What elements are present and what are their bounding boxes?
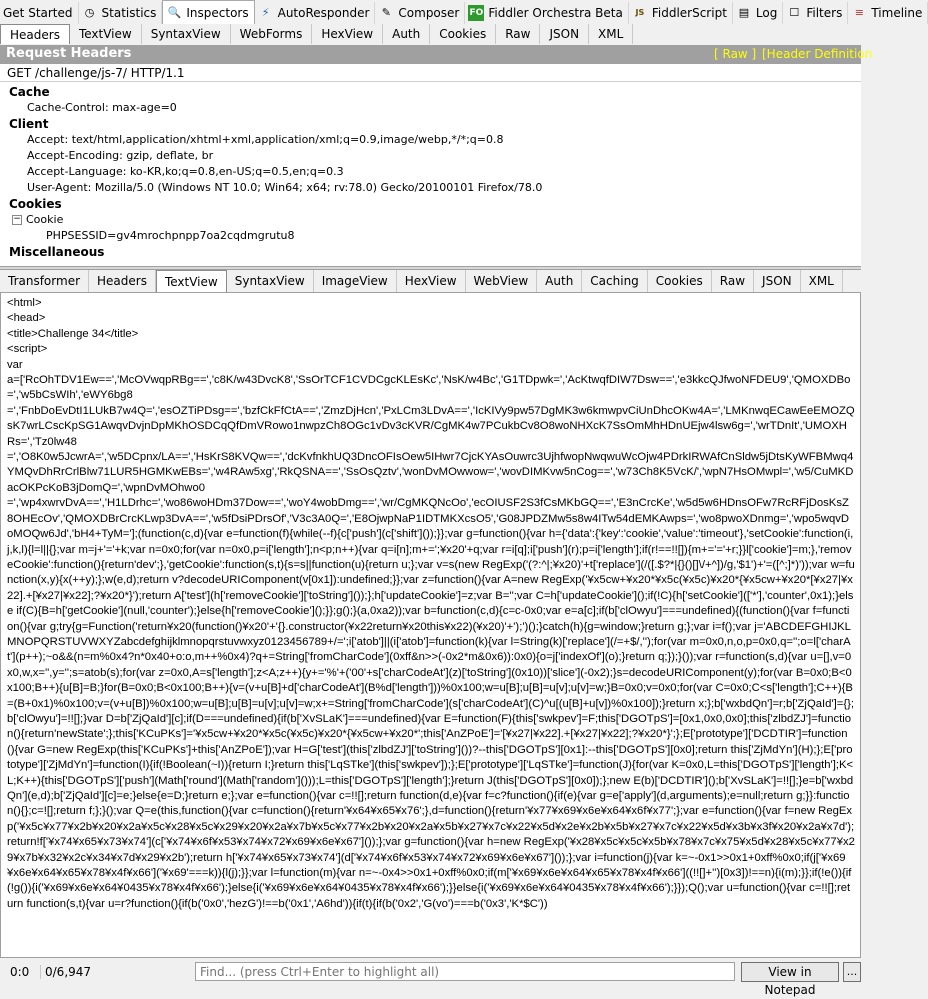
tab-inspectors[interactable] — [162, 0, 254, 24]
request-headers-titlebar — [0, 45, 873, 64]
lightning-icon: ⚡ — [261, 6, 270, 19]
tab-label: Fiddler Orchestra Beta — [488, 6, 623, 20]
header-group-cookies[interactable]: Cookies — [9, 197, 62, 211]
cookie-phpsessid[interactable]: PHPSESSID=gv4mrochpnpp7oa2cqdmgrutu8 — [46, 229, 295, 242]
script-open-line: <script> — [7, 343, 48, 356]
tab-filters[interactable] — [783, 2, 848, 24]
tab-get-started[interactable] — [0, 2, 79, 24]
req-tab-hexview[interactable]: HexView — [312, 24, 383, 44]
header-cache-control[interactable]: Cache-Control: max-age=0 — [27, 101, 177, 114]
resp-tab-textview[interactable]: TextView — [156, 270, 227, 292]
req-tab-syntaxview[interactable]: SyntaxView — [142, 24, 231, 44]
tab-label: Timeline — [871, 6, 923, 20]
tab-timeline[interactable] — [848, 2, 928, 24]
header-accept-encoding[interactable]: Accept-Encoding: gzip, deflate, br — [27, 149, 214, 162]
tab-label: Filters — [806, 6, 843, 20]
header-group-cache[interactable]: Cache — [9, 85, 50, 99]
header-accept[interactable]: Accept: text/html,application/xhtml+xml,application/xml;q=0.9,image/webp,*/*;q=0.8 — [27, 133, 504, 146]
header-accept-language[interactable]: Accept-Language: ko-KR,ko;q=0.8,en-US;q=0.5,en;q=0.3 — [27, 165, 344, 178]
collapse-icon[interactable]: − — [13, 214, 21, 224]
statistics-icon: ◷ — [84, 6, 95, 19]
find-input[interactable] — [195, 962, 735, 981]
resp-tab-imageview[interactable]: ImageView — [314, 270, 397, 292]
tab-statistics[interactable] — [79, 2, 163, 24]
req-tab-cookies[interactable]: Cookies — [430, 24, 496, 44]
head-open-line: <head> — [7, 312, 46, 325]
tab-fiddler-orchestra[interactable] — [465, 2, 629, 24]
resp-tab-hexview[interactable]: HexView — [397, 270, 466, 292]
resp-tab-transformer[interactable]: Transformer — [0, 270, 89, 292]
resp-tab-raw[interactable]: Raw — [712, 270, 754, 292]
resp-tab-cookies[interactable]: Cookies — [648, 270, 712, 292]
resp-tab-xml[interactable]: XML — [801, 270, 843, 292]
request-line: GET /challenge/js-7/ HTTP/1.1 — [0, 64, 861, 82]
header-user-agent[interactable]: User-Agent: Mozilla/5.0 (Windows NT 10.0; Win64; x64; rv:78.0) Gecko/20100101 Firefox/78.0 — [27, 181, 543, 194]
tab-label: Statistics — [101, 6, 157, 20]
character-count: 0/6,947 — [40, 965, 195, 979]
req-tab-auth[interactable]: Auth — [383, 24, 430, 44]
orchestra-icon: FO — [468, 5, 484, 21]
inspectors-icon: 🔍 — [167, 5, 182, 19]
obfuscated-script-text: var a=['RcOhTDV1Ew==','McOVwqpRBg==','c8K/w43DvcK8','SsOrTCF1CVDCgcKLEsKc','NsK/w4Bc','G1TDpwk=','AcKtwqfDIW7Dsw==','e3kkcQJfwoNFDEU9','QMOXDBo=','w5bCsWIh','eWY6bg8 =','FnbDoEvDtI1LUkB7w4Q=','esOZTiPDsg==','bzfCkFfCtA==','ZmzDjHcn','PxLCm3LDvA==','IcKIVy9pw57DgMK3w6kmwpvCiUnDhcOKw4A=','LMKnwqECawEeEMOZQsK7wrLCscKpSG1AwqvDvjnDpMKhOSDCqQfDmVRowo1nwpzCh8OGc1vDv3cKVR/CgMK4w7PCukbCv8O8woNHXcK7SsOmMhHDnUEjw4lsw6g=','wrTDnIt','UMOXHRs=','Tz0lw48 =','O8K0w5JcwrA=','w5DCpnx/LA==','HsKrS8KVQw==','dcKvfnkhUQ3DncOFIsOew5IHwr7CjcKYAsOuwrc3UjhfwopNwqwuWcOjw4PDrkIRWAfCnSldw5jDtsKyWFBMwq4YMQvDhRrCrlBlw71LUR5HGMKwEBs=','w4RAw5xg','RkQSNA==','SsOsQztv','wonDvMOwwow=','wovDIMKvw5nCog==','w73Ch8K5VcK/','wpN7HsOMwpl=','w5/CuMKDacOKPcKoB3jDomQ=','wpnDvMOhwo0 =','wp4xwrvDvA==','H1LDrhc=','wo86woHDm37Dow==','woY4wobDmg==','wr/CgMKQNcOo','ecOIUSF2S3fCsMKbGQ==','E3nCrcKe','w5d5w6HDnsOFw7RcRFjDosKsZ8OHEcOv','QMOXDBrCrcKLwp3DvA==','w5fDsiPDrsOf','V3c3A0Q=','E8OjwpNaP1IDTMKXcsO5','G08JPDZMw5s8w4ITw54dEMKAwps=','wo8pwoXDnmg=','wpo5wqvDoMOQw6Jd','bH4+TyM='];(function(c,d){var e=function(f){while(--f){c['push'](c['shift']());}};var g=function(){var h={'data':{'key':'cookie','value':'timeout'},'setCookie':function(i,j,k,l){l=l||{};var m=j+'='+k;var n=0x0;for(var n=0x0,p=i['length'];n<p;n++){var q=i[n];m+=';¥x20'+q;var r=i[q];i['push'](r);p=i['length'];if(r!==!![]){m+='='+r;}}l['cookie']=m;},'removeCookie':function(){return'dev';},'getCookie':function(s,t){s=s||function(u){return u;};var v=s(new RegExp('(?:^|;¥x20)'+t['replace'](/([.$?*|{}()[]\/+^])/g,'$1')+'=([^;]*)'));var w=function(x,y){x(++y);};w(e,d);return v?decodeURIComponent(v[0x1]):undefined;}};var z=function(){var A=new RegExp('¥x5cw+¥x20*¥x5c(¥x5c)¥x20*{¥x5cw+¥x20*[¥x27|¥x22].+[¥x27|¥x22];?¥x20*}');return A['test'](h['removeCookie']['toString']());};h['updateCookie']=z;var B='';var C=h['updateCookie']();if(!C){h['setCookie'](['*'],'counter',0x1);}else if(C){B=h['getCookie'](null,'counter');}else{h['removeCookie']();}};g();}(a,0xa2));var b=function(c,d){c=c-0x0;var e=a[c];if(b['clOwyu']===undefined){(function(){var f=function(){var g;try{g=Function('return¥x20(function()¥x20'+'{}.constructor(¥x22return¥x20this¥x22)(¥x20)'+');')();}catch(h){g=window;}return g;};var i=f();var j='ABCDEFGHIJKLMNOPQRSTUVWXYZabcdefghijklmnopqrstuvwxyz0123456789+/=';i['atob']||(i['atob']=function(k){var l=String(k)['replace'](/=+$/,'');for(var m=0x0,n,o,p=0x0,q='';o=l['charAt'](p++);~o&&(n=m%0x4?n*0x40+o:o,m++%0x4)?q+=String['fromCharCode'](0xff&n>>(-0x2*m&0x6)):0x0){o=j['indexOf'](o);}return q;});}());var r=function(s,d){var u=[],v=0x0,w,x='',y='';s=atob(s);for(var z=0x0,A=s['length'];z<A;z++){y+='%'+('00'+s['charCodeAt'](z)['toString'](0x10))['slice'](-0x2);}s=decodeURIComponent(y);for(var B=0x0;B<0x100;B++){u[B]=B;}for(B=0x0;B<0x100;B++){v=(v+u[B]+d['charCodeAt'](B%d['length']))%0x100;w=u[B];u[B]=u[v];u[v]=w;}B=0x0;v=0x0;for(var C=0x0;C<s['length'];C++){B=(B+0x1)%0x100;v=(v+u[B])%0x100;w=u[B];u[B]=u[v];u[v]=w;x+=String['fromCharCode'](s['charCodeAt'](C)^u[(u[B]+u[v])%0x100]);}return x;};b['wxbdQn']=r;b['ZjQaId']={};b['clOwyu']=!![];}var D=b['ZjQaId'][c];if(D===undefined){if(b['XvSLaK']===undefined){var E=function(F){this['swkpev']=F;this['DGOTpS']=[0x1,0x0,0x0];this['zlbdZJ']=function(){return'newState';};this['KCuPKs']='¥x5cw+¥x20*¥x5c(¥x5c)¥x20*{¥x5cw+¥x20*';this['AnZPoE']='[¥x27|¥x22].+[¥x27|¥x22];?¥x20*}';};E['prototype']['DCDTIR']=function(){var G=new RegExp(this['KCuPKs']+this['AnZPoE']);var H=G['test'](this['zlbdZJ']['toString']())?--this['DGOTpS'][0x1]:--this['DGOTpS'][0x0];return this['ZjMdYn'](H);};E['prototype']['ZjMdYn']=function(I){if(!Boolean(~I)){return I;}return this['LqSTke'](this['swkpev']);};E['prototype']['LqSTke']=function(J){for(var K=0x0,L=this['DGOTpS']['length'];K<L;K++){this['DGOTpS']['push'](Math['round'](Math['random']()));L=this['DGOTpS']['length'];}return J(this['DGOTpS'][0x0]);};new E(b)['DCDTIR']();b['XvSLaK']=!![];}e=b['wxbdQn'](e,d);b['ZjQaId'][c]=e;}else{e=D;}return e;};var e=function(){var c=!![];return function(d,e){var f=c?function(){if(e){var g=e['apply'](d,arguments);e=null;return g;}}:function(){};c=![];return f;};}();var Q=e(this,function(){var c=function(){return'¥x64¥x65¥x76';},d=function(){return'¥x77¥x69¥x6e¥x64¥x6f¥x77';};var e=function(){var f=new RegExp('¥x5c¥x77¥x2b¥x20¥x2a¥x5c¥x28¥x5c¥x29¥x20¥x2a¥x7b¥x5c¥x77¥x2b¥x20¥x2a¥x5b¥x27¥x7c¥x22¥x5d¥x2e¥x2b¥x5b¥x27¥x7c¥x22¥x5d¥x3b¥x3f¥x20¥x2a¥x7d');return!f['¥x74¥x65¥x73¥x74'](c['¥x74¥x6f¥x53¥x74¥x72¥x69¥x6e¥x67']());};var g=function(){var h=new RegExp('¥x28¥x5c¥x5c¥x5b¥x78¥x7c¥x75¥x5d¥x28¥x5c¥x77¥x29¥x7b¥x32¥x2c¥x34¥x7d¥x29¥x2b');return h['¥x74¥x65¥x73¥x74'](d['¥x74¥x6f¥x53¥x74¥x72¥x69¥x6e¥x67']());};var i=function(j){var k=~-0x1>>0x1+0xff%0x0;if(j['¥x69¥x6e¥x64¥x65¥x78¥x4f¥x66']('¥x69'===k)){l(j);}};var l=function(m){var n=~-0x4>>0x1+0xff%0x0;if(m['¥x69¥x6e¥x64¥x65¥x78¥x4f¥x66']((!![]+'')[0x3])!==n){i(m);}};if(!e()){if(!g()){i('¥x69¥x6e¥x64¥0435¥x78¥x4f¥x66');}else{i('¥x69¥x6e¥x64¥0435¥x78¥x4f¥x66');}}else{i('¥x69¥x6e¥x64¥0435¥x78¥x4f¥x66');}});Q();var u=function(){var c=!![];return function(s,t){var u=r?function(){if(b('0x0','hezG')!==b('0x1','A6hd')){if(t){if(b('0x2','G(vo')===b('0x3','K*$C')) — [7, 358, 855, 910]
checkbox-icon: ☐ — [789, 6, 800, 19]
tab-log[interactable] — [733, 2, 783, 24]
header-definitions-link[interactable]: [Header Definition — [762, 47, 873, 61]
tab-fiddlerscript[interactable] — [629, 2, 733, 24]
tab-label: Composer — [398, 6, 460, 20]
req-tab-textview[interactable]: TextView — [70, 24, 142, 44]
tab-composer[interactable] — [375, 2, 465, 24]
tab-label: AutoResponder — [277, 6, 370, 20]
html-open-line: <html> — [7, 297, 42, 309]
log-icon: ▤ — [738, 6, 750, 19]
fiddlerscript-icon: JS — [635, 8, 645, 17]
cookie-label: Cookie — [26, 213, 64, 226]
raw-link[interactable]: [ Raw ] — [714, 47, 757, 61]
response-text-view[interactable] — [0, 292, 861, 958]
more-options-button[interactable]: ... — [843, 962, 861, 982]
caret-position: 0:0 — [10, 964, 30, 979]
tab-label: FiddlerScript — [651, 6, 727, 20]
response-inspector-tabs — [0, 270, 861, 293]
tab-label: Get Started — [3, 6, 73, 20]
resp-tab-syntaxview[interactable]: SyntaxView — [227, 270, 314, 292]
req-tab-xml[interactable]: XML — [589, 24, 633, 44]
resp-tab-auth[interactable]: Auth — [537, 270, 582, 292]
resp-tab-json[interactable]: JSON — [754, 270, 801, 292]
header-tree[interactable] — [0, 82, 861, 266]
header-group-client[interactable]: Client — [9, 117, 49, 131]
req-tab-headers[interactable]: Headers — [0, 24, 70, 44]
tab-label: Inspectors — [186, 5, 249, 20]
request-headers-title: Request Headers — [6, 46, 132, 61]
resp-tab-caching[interactable]: Caching — [582, 270, 648, 292]
timeline-icon: ≡ — [854, 6, 864, 19]
tab-label: Log — [755, 6, 778, 20]
cookie-node[interactable] — [12, 212, 861, 228]
title-line: <title>Challenge 34</title> — [7, 327, 139, 340]
composer-icon: ✎ — [381, 6, 392, 19]
resp-tab-webview[interactable]: WebView — [466, 270, 538, 292]
req-tab-raw[interactable]: Raw — [496, 24, 540, 44]
req-tab-json[interactable]: JSON — [540, 24, 589, 44]
view-in-notepad-button[interactable]: View in Notepad — [741, 962, 839, 982]
tab-autoresponder[interactable] — [255, 2, 376, 24]
inspector-top-tabs — [0, 0, 923, 25]
header-group-miscellaneous[interactable]: Miscellaneous — [9, 245, 105, 259]
req-tab-webforms[interactable]: WebForms — [231, 24, 313, 44]
resp-tab-headers[interactable]: Headers — [89, 270, 156, 292]
request-inspector-tabs — [0, 24, 861, 46]
